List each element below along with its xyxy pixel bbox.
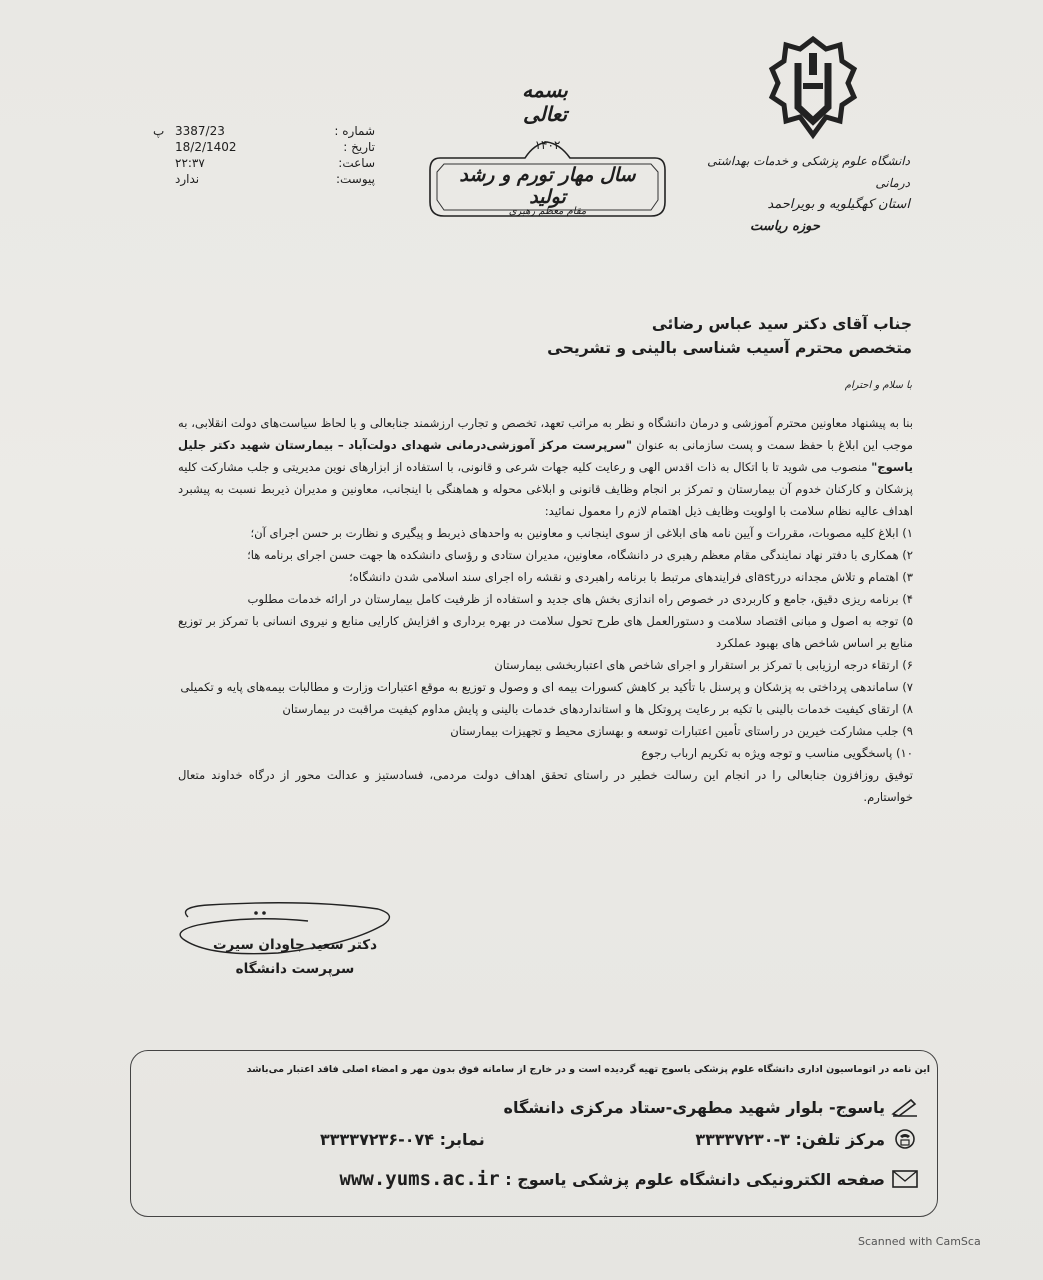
attachment-label: پیوست: bbox=[335, 172, 375, 186]
time-label: ساعت: bbox=[338, 156, 375, 170]
slogan-attribution: مقام معظم رهبری bbox=[508, 206, 587, 217]
phone-group bbox=[695, 1130, 885, 1149]
university-logo-icon bbox=[768, 35, 858, 145]
duty-item: ۸) ارتقای کیفیت خدمات بالینی با تکیه بر رعایت پروتکل ها و استانداردهای خدمات بالینی و پایش مداوم کیفیت مراقبت در بیمارستان bbox=[282, 702, 913, 716]
duty-item: ۹) جلب مشارکت خیرین در راستای تأمین اعتبارات توسعه و بهسازی محیط و تجهیزات بیمارستان bbox=[450, 724, 913, 738]
scanner-watermark: Scanned with CamSca bbox=[858, 1235, 981, 1248]
recipient-title: متخصص محترم آسیب شناسی بالینی و تشریحی bbox=[547, 339, 912, 357]
department-line-2: استان کهگیلویه و بویراحمد bbox=[767, 197, 910, 212]
letter-meta bbox=[153, 124, 375, 188]
intro-text-b: منصوب می شوید تا با اتکال به ذات اقدس الهی و رعایت کلیه جهات شرعی و قانونی، با استفاده از ابزارهای نوین مدیریتی و جلب مشارکت کلیه پزشکان و کارکنان خدوم آن بیمارستان و تمرکز بر انجام وظایف قانونی و ابلاغی محوله و هماهنگی با اینجانب، معاونین و مدیران ذیربط نسبت به پیشبرد اهداف عالیه نظام سلامت با اولویت وظایف ذیل اهتمام لازم را معمول نمائید: bbox=[178, 460, 913, 518]
duty-item: ۲) همکاری با دفتر نهاد نمایندگی مقام معظم رهبری در دانشگاه، معاونین، مدیران ستادی و رؤسای دانشکده ها جهت حسن اجرای برنامه ها؛ bbox=[247, 548, 913, 562]
envelope-icon bbox=[891, 1168, 919, 1190]
recipient-block bbox=[420, 312, 912, 360]
meta-number bbox=[153, 124, 375, 140]
duty-item: ۴) برنامه ریزی دقیق، جامع و کاربردی در خصوص راه اندازی بخش های جدید و استفاده از ظرفیت کامل بیمارستان در ارائه خدمات مطلوب bbox=[247, 592, 913, 606]
duty-item: ۷) ساماندهی پرداختی به پزشکان و پرسنل با تأکید بر کاهش کسورات بیمه ای و وصول و توزیع به موقع اعتبارات وزارت و مطالبات بیمه‌های پایه و تکمیلی bbox=[180, 680, 913, 694]
letter-body bbox=[178, 412, 913, 808]
duty-item: ۱) ابلاغ کلیه مصوبات، مقررات و آیین نامه های ابلاغی از سوی اینجانب و معاونین به واحدهای ذیربط و پیگیری و نظارت بر حسن اجرای آن؛ bbox=[250, 526, 913, 540]
phone-number: ۳-۳۳۳۳۷۲۳۰ bbox=[695, 1130, 790, 1149]
web-label: صفحه الکترونیکی دانشگاه علوم پزشکی یاسوج : bbox=[505, 1170, 885, 1189]
phone-icon bbox=[891, 1128, 919, 1150]
year-slogan: سال مهار تورم و رشد تولید bbox=[459, 164, 636, 208]
number-value: 3387/23 bbox=[175, 124, 225, 138]
duty-item: ۵) توجه به اصول و مبانی اقتصاد سلامت و دستورالعمل های طرح تحول سلامت در بهره برداری و افزایش کارایی منابع و نیروی انسانی با تمرکز بر توزیع منابع بر اساس شاخص های بهبود عملکرد bbox=[178, 614, 913, 650]
appointment-title: "سرپرست مرکز آموزشی‌درمانی شهدای دولت‌آباد – بیمارستان شهید دکتر جلیل یاسوج" bbox=[178, 438, 914, 474]
duty-item: ۶) ارتقاء درجه ارزیابی با تمرکز بر استقرار و اجرای شاخص های اعتباربخشی بیمارستان bbox=[494, 658, 913, 672]
intro-paragraph bbox=[178, 412, 913, 522]
department-line-3: حوزه ریاست bbox=[750, 219, 820, 234]
footer-web-row bbox=[322, 1168, 885, 1190]
meta-date bbox=[175, 140, 375, 156]
signatory-position: سرپرست دانشگاه bbox=[235, 961, 355, 977]
time-value: ۲۲:۳۷ bbox=[175, 156, 205, 170]
salutation: با سلام و احترام bbox=[844, 380, 912, 391]
signatory-name: دکتر سعید جاودان سیرت bbox=[212, 937, 377, 953]
number-suffix: پ bbox=[153, 124, 165, 138]
university-website[interactable]: www.yums.ac.ir bbox=[339, 1168, 500, 1190]
duty-item: ۱۰) پاسخگویی مناسب و توجه ویژه به تکریم ارباب رجوع bbox=[641, 746, 913, 760]
footer-address: یاسوج- بلوار شهید مطهری-ستاد مرکزی دانشگاه bbox=[503, 1098, 885, 1117]
number-label: شماره : bbox=[334, 124, 375, 138]
year-slogan-banner bbox=[420, 140, 675, 230]
fax-label: نمابر: bbox=[439, 1130, 485, 1149]
date-value: 18/2/1402 bbox=[175, 140, 237, 154]
pen-icon bbox=[891, 1096, 919, 1118]
meta-time bbox=[175, 156, 375, 172]
department-line-1: دانشگاه علوم پزشکی و خدمات بهداشتی درمانی bbox=[707, 154, 910, 190]
attachment-value: ندارد bbox=[175, 172, 200, 186]
footer-note: این نامه در اتوماسیون اداری دانشگاه علوم پزشکی یاسوج تهیه گردیده است و در خارج از سامانه فوق بدون مهر و امضاء اصلی فاقد اعتبار می‌باشد bbox=[246, 1064, 930, 1075]
duty-item: ۳) اهتمام و تلاش مجدانه دررastای فرایندهای مرتبط با برنامه راهبردی و نقشه راه اجرای سند اسلامی شدن دانشگاه؛ bbox=[349, 570, 913, 584]
signature-block bbox=[200, 933, 390, 981]
invocation: بسمه تعالی bbox=[522, 78, 568, 126]
fax-group bbox=[320, 1130, 485, 1149]
department-header bbox=[700, 150, 910, 238]
closing-paragraph: توفیق روزافزون جنابعالی را در انجام این رسالت خطیر در راستای تحقق اهداف دولت مردمی، فسادستیز و عدالت محور از درگاه خداوند متعال خواستارم. bbox=[178, 768, 913, 804]
fax-number: ۰۷۴-۳۳۳۳۷۲۳۶ bbox=[320, 1130, 435, 1149]
intro-text-a: بنا به پیشنهاد معاونین محترم آموزشی و درمان دانشگاه و نظر به مراتب تعهد، تخصص و تجارب ارزشمند جنابعالی و با لحاظ سیاست‌های دولت انقلابی، به موجب این ابلاغ با حفظ سمت و پست سازمانی به عنوان bbox=[178, 416, 914, 452]
footer-address-row bbox=[430, 1098, 885, 1117]
recipient-name: جناب آقای دکتر سید عباس رضائی bbox=[651, 315, 912, 333]
phone-label: مرکز تلفن: bbox=[795, 1130, 885, 1149]
meta-attachment bbox=[175, 172, 375, 188]
date-label: تاریخ : bbox=[343, 140, 375, 154]
banner-year: ۱۴۰۲ bbox=[534, 138, 561, 152]
